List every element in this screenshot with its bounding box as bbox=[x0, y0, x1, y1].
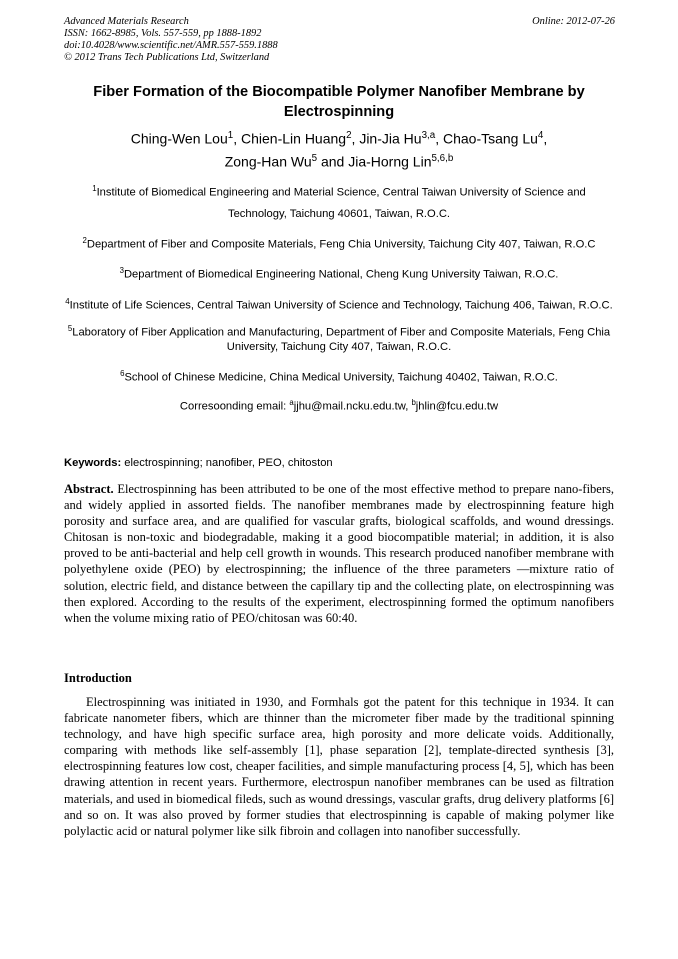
section-heading-introduction: Introduction bbox=[64, 671, 132, 685]
affiliation-sup: 5 bbox=[67, 323, 73, 333]
online-date: Online: 2012-07-26 bbox=[532, 16, 615, 27]
author-name: Chao-Tsang Lu bbox=[442, 130, 538, 147]
issn-line: ISSN: 1662-8985, Vols. 557-559, pp 1888-1892 bbox=[64, 28, 262, 39]
author-name: Zong-Han Wu bbox=[224, 153, 312, 170]
journal-name: Advanced Materials Research bbox=[64, 16, 189, 27]
author-separator: , bbox=[233, 130, 241, 147]
affiliation-item bbox=[62, 363, 616, 389]
author-separator: and bbox=[317, 153, 349, 170]
author-separator: , bbox=[351, 130, 360, 147]
author-affil-sup: 5,6,b bbox=[431, 152, 454, 164]
affiliation-text: Department of Fiber and Composite Materials, Feng Chia University, Taichung City 407, Taiwan, R.O.C bbox=[86, 238, 596, 251]
affiliation-item bbox=[62, 291, 616, 317]
author-name: Chien-Lin Huang bbox=[241, 130, 347, 147]
affiliation-sup: 2 bbox=[82, 235, 87, 245]
corresponding-email bbox=[62, 393, 616, 417]
abstract-paragraph bbox=[64, 481, 614, 626]
keywords-text: electrospinning; nanofiber, PEO, chitoston bbox=[121, 457, 333, 469]
affiliation-list bbox=[62, 178, 616, 417]
author-affil-sup: 1 bbox=[227, 130, 234, 141]
paper-title: Fiber Formation of the Biocompatible Polymer Nanofiber Membrane by Electrospinning bbox=[93, 84, 585, 120]
affiliation-item bbox=[62, 322, 616, 354]
journal-metadata bbox=[64, 16, 278, 64]
email-sup-b: b bbox=[411, 398, 416, 408]
abstract-text: Electrospinning has been attributed to be one of the most effective method to prepare nano-fibers, and widely applied in assorted fields. The nanofiber membranes made by electrospinning feature high porosity and surface area, and are qualified for vascular grafts, biological scaffolds, and wound dressings. Chitosan is non-toxic and biodegradable, making it a good biocompatible material; in addition, it is also proved to be anti-bacterial and help cell growth in wounds. This research produced nanofiber membrane with polyethylene oxide (PEO) by electrospinning; the influence of the three parameters —mixture ratio of solution, electric field, and distance between the capillary tip and the collecting plate, on electrospinning was then explored. According to the results of the experiment, electrospinning formed the optimum nanofibers when the volume mixing ratio of PEO/chitosan was 60:40. bbox=[64, 482, 614, 625]
affiliation-item bbox=[62, 178, 616, 225]
email-sup-a: a bbox=[289, 398, 294, 408]
affiliation-text: Department of Biomedical Engineering National, Cheng Kung University Taiwan, R.O.C. bbox=[123, 269, 559, 282]
author-affil-sup: 5 bbox=[311, 152, 318, 164]
email-link-a[interactable]: jjhu@mail.ncku.edu.tw, bbox=[293, 401, 412, 414]
email-label: Corresoonding email: bbox=[179, 401, 290, 414]
author-affil-sup: 3,a bbox=[421, 130, 436, 141]
author-name: Jin-Jia Hu bbox=[359, 130, 422, 147]
affiliation-text: Laboratory of Fiber Application and Manufacturing, Department of Fiber and Composite Materials, Feng Chia University, Taichung City 407, Taiwan, R.O.C. bbox=[72, 326, 611, 353]
affiliation-text: Institute of Life Sciences, Central Taiwan University of Science and Technology, Taichung 406, Taiwan, R.O.C. bbox=[69, 299, 613, 312]
affiliation-item bbox=[62, 230, 616, 256]
author-separator: , bbox=[435, 130, 443, 147]
email-link-b[interactable]: jhlin@fcu.edu.tw bbox=[415, 401, 499, 414]
keywords-label: Keywords: bbox=[64, 457, 122, 469]
author-name: Ching-Wen Lou bbox=[130, 130, 228, 147]
author-name: Jia-Horng Lin bbox=[348, 153, 432, 170]
author-separator: , bbox=[543, 130, 548, 147]
introduction-paragraph: Electrospinning was initiated in 1930, and Formhals got the patent for this technique in 1934. It can fabricate nanometer fibers, which are thinner than the micrometer fiber made by the traditional spinning technology, and have high specific surface area, high porosity and more delicate voids. Additionally, comparing with methods like self-assembly [1], phase separation [2], template-directed synthesis [3], electrospinning features low cost, cheaper facilities, and simple manufacturing process [4, 5], which has been drawing attention in recent years. Furthermore, electrospun nanofiber membranes can be used as filtration materials, and used in biomedical fileds, such as wound dressings, vascular grafts, drug delivery platforms [6] and so on. It was also proved by former studies that electrospinning is capable of making polymer like polylactic acid or natural polymer like silk fibroin and collagen into nanofiber successfully. bbox=[64, 695, 614, 838]
keywords-line bbox=[64, 457, 614, 469]
author-affil-sup: 4 bbox=[537, 130, 544, 141]
affiliation-text: School of Chinese Medicine, China Medical University, Taichung 40402, Taiwan, R.O.C. bbox=[124, 371, 558, 384]
doi-line: doi:10.4028/www.scientific.net/AMR.557-559.1888 bbox=[64, 40, 278, 51]
author-list bbox=[60, 126, 618, 171]
affiliation-sup: 4 bbox=[65, 297, 70, 307]
copyright-line: © 2012 Trans Tech Publications Ltd, Switzerland bbox=[64, 52, 270, 63]
affiliation-sup: 1 bbox=[92, 184, 97, 193]
author-affil-sup: 2 bbox=[346, 130, 352, 141]
affiliation-sup: 3 bbox=[119, 266, 124, 276]
affiliation-text: Institute of Biomedical Engineering and Material Science, Central Taiwan University of Science and Technology, Taichung 40601, Taiwan, R.O.C. bbox=[96, 186, 586, 220]
affiliation-sup: 6 bbox=[120, 368, 125, 378]
abstract-label: Abstract. bbox=[64, 482, 114, 496]
affiliation-item bbox=[62, 260, 616, 286]
